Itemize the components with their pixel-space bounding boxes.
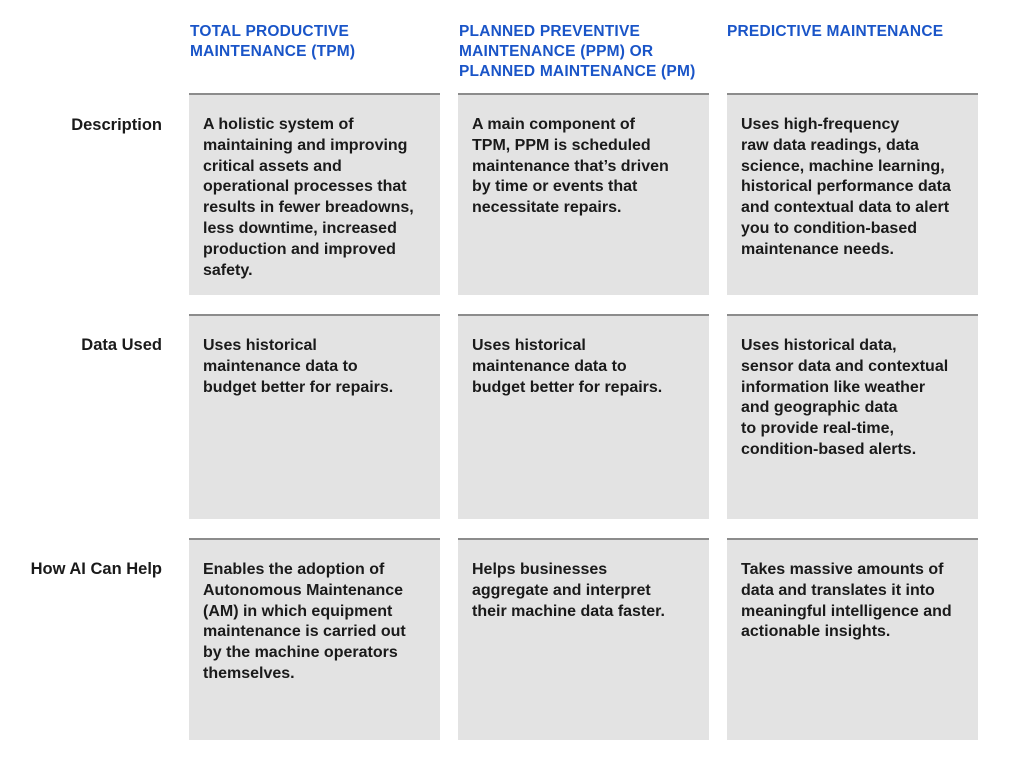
cell-ai-help-predictive: Takes massive amounts of data and translates it into meaningful intelligence and actionable insights. [727, 538, 978, 740]
column-header-predictive: PREDICTIVE MAINTENANCE [727, 23, 944, 40]
cell-ai-help-tpm: Enables the adoption of Autonomous Maintenance (AM) in which equipment maintenance is carried out by the machine operators themselves. [189, 538, 440, 740]
column-header-ppm: PLANNED PREVENTIVE MAINTENANCE (PPM) OR PLANNED MAINTENANCE (PM) [459, 23, 696, 80]
column-header-tpm: TOTAL PRODUCTIVE MAINTENANCE (TPM) [190, 23, 356, 60]
row-label-description: Description [71, 116, 162, 134]
cell-description-ppm: A main component of TPM, PPM is scheduled maintenance that’s driven by time or events that necessitate repairs. [458, 93, 709, 295]
cell-data-used-predictive: Uses historical data, sensor data and contextual information like weather and geographic data to provide real-time, condition-based alerts. [727, 314, 978, 519]
cell-data-used-ppm: Uses historical maintenance data to budget better for repairs. [458, 314, 709, 519]
cell-data-used-tpm: Uses historical maintenance data to budget better for repairs. [189, 314, 440, 519]
cell-description-tpm: A holistic system of maintaining and improving critical assets and operational processes that results in fewer breadowns, less downtime, increased production and improved safety. [189, 93, 440, 295]
row-label-data-used: Data Used [81, 336, 162, 354]
cell-description-predictive: Uses high-frequency raw data readings, data science, machine learning, historical performance data and contextual data to alert you to condition-based maintenance needs. [727, 93, 978, 295]
cell-ai-help-ppm: Helps businesses aggregate and interpret their machine data faster. [458, 538, 709, 740]
row-label-how-ai-can-help: How AI Can Help [30, 560, 162, 578]
